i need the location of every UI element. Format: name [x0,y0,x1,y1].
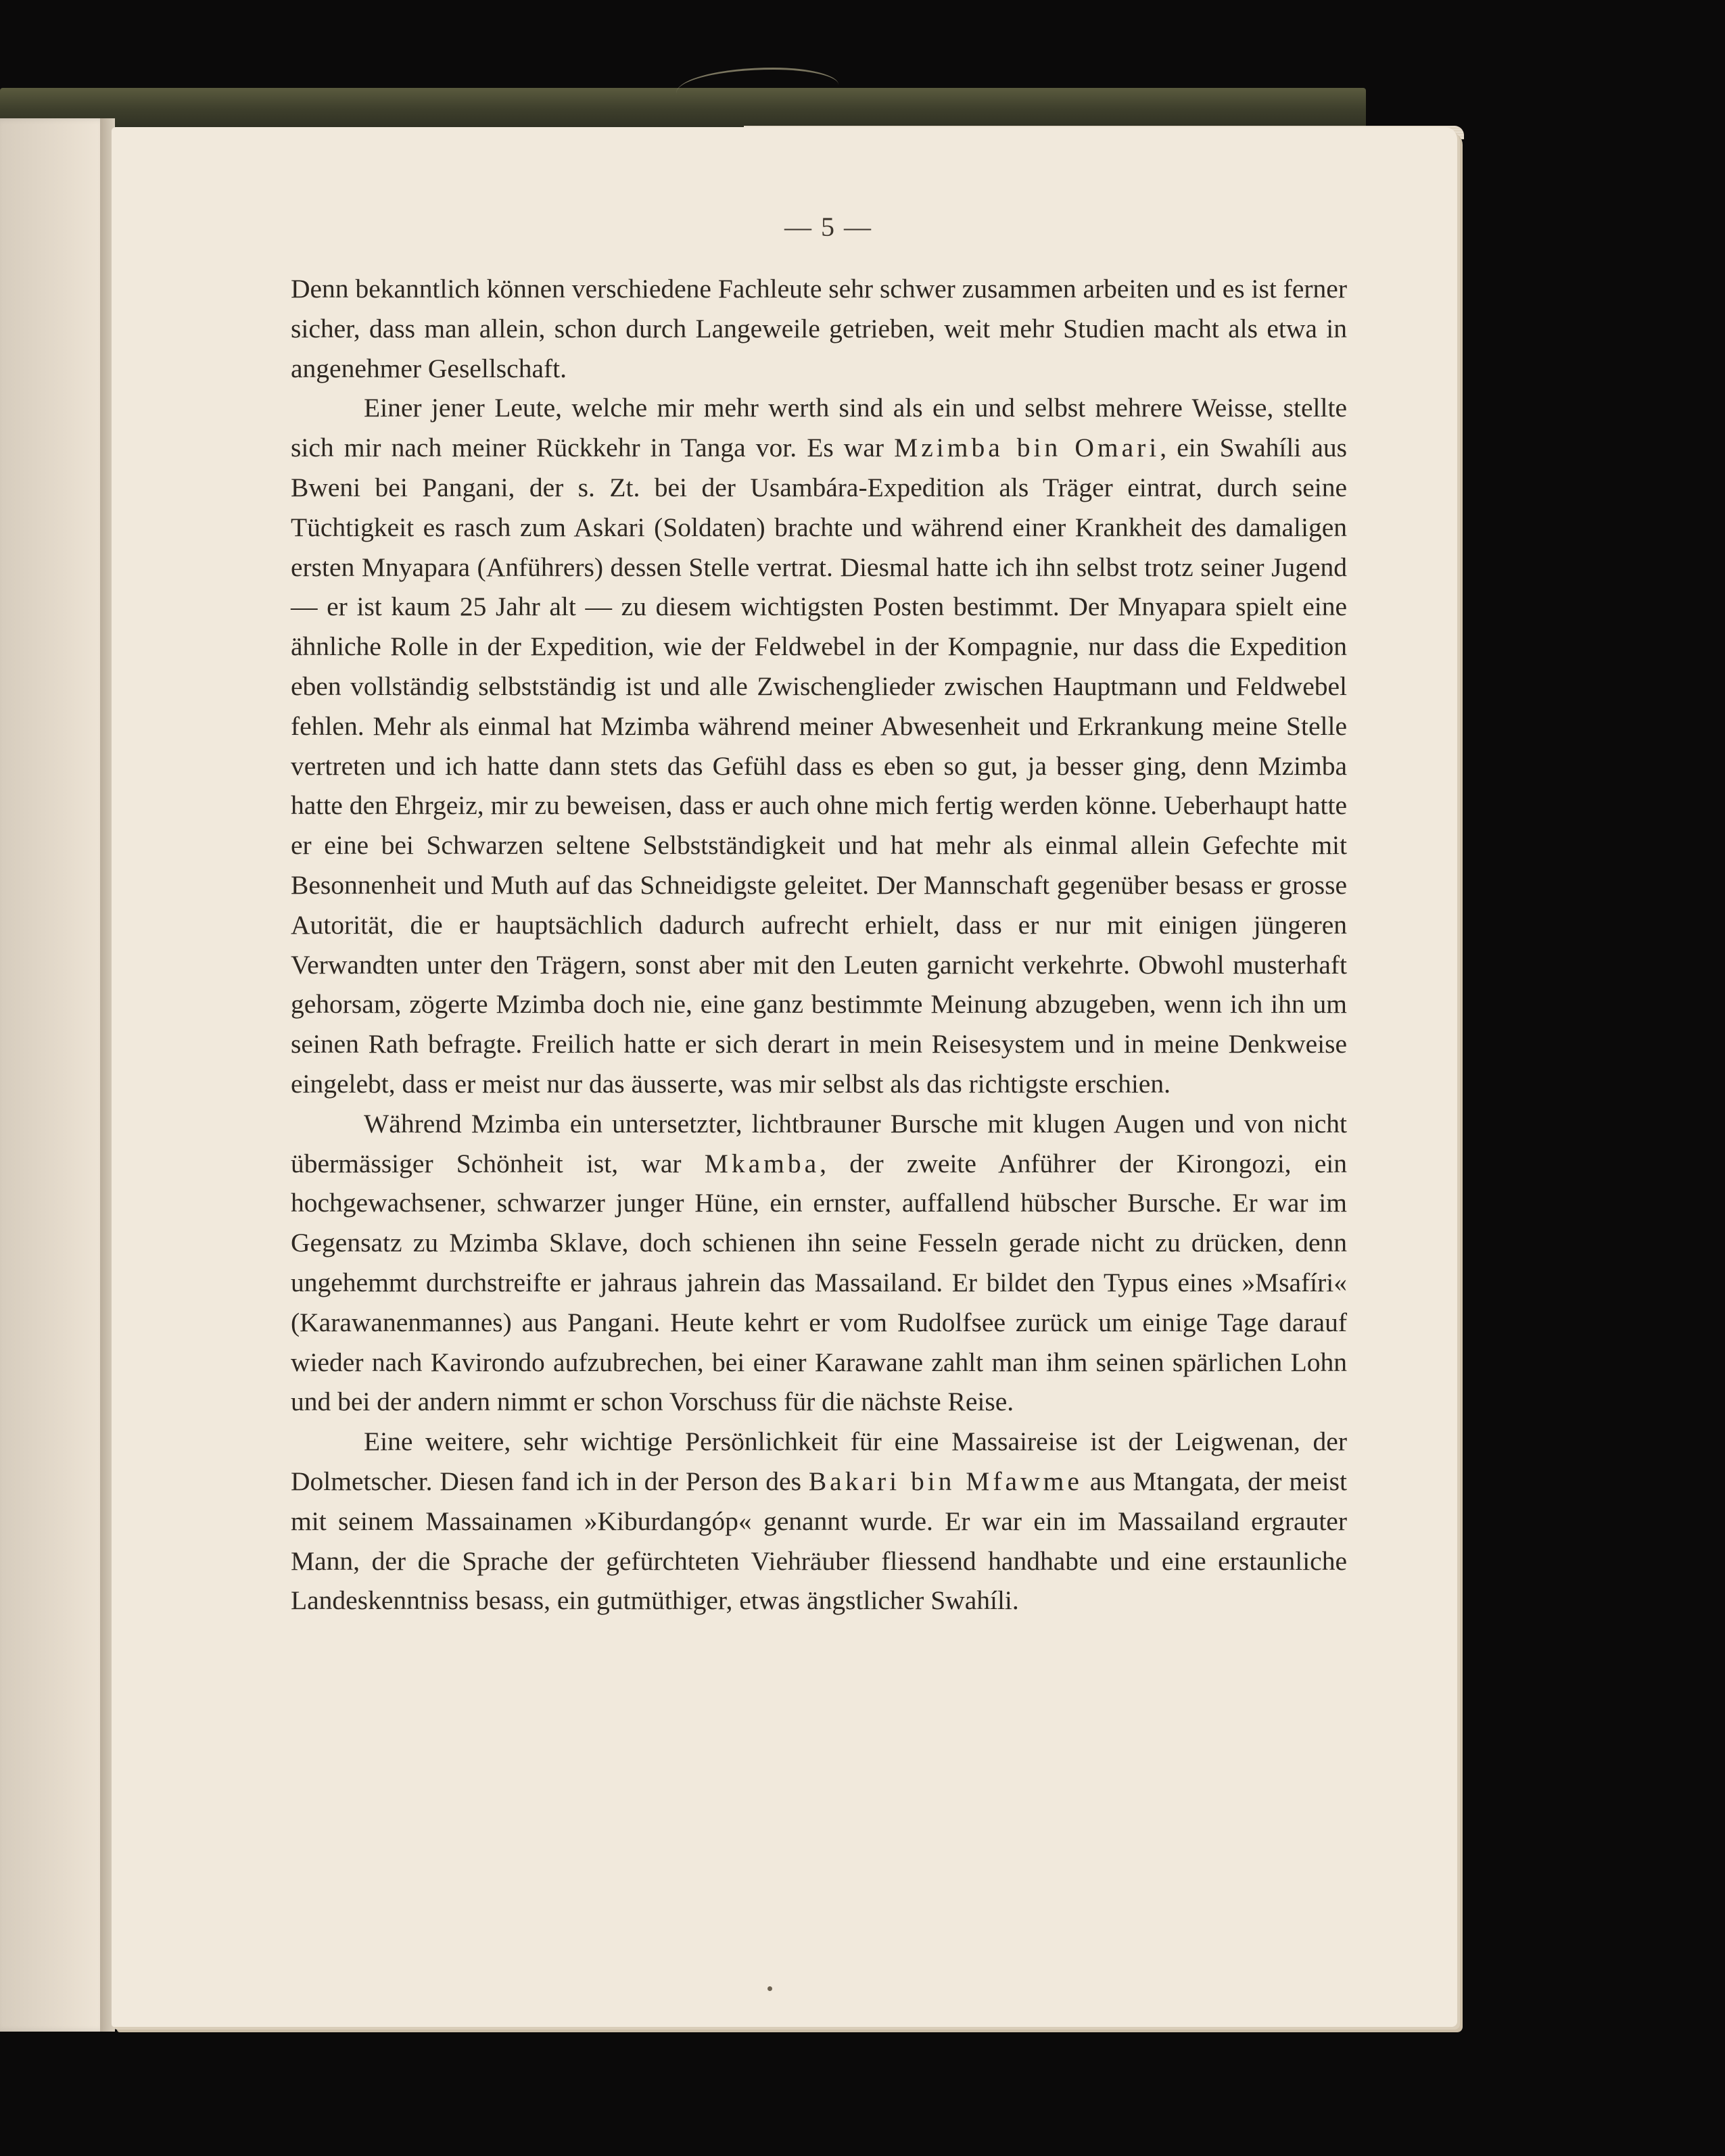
body-text [291,269,1347,1621]
name-mzimba-bin-omari: Mzimba bin Omari [894,433,1160,463]
paragraph-4-text-b: aus Mtangata, der meist mit seinem Massainamen »Kiburdangóp« genannt wurde. Er war ein im Massailand ergrauter Mann, der die Sprache der gefürchteten Viehräuber fliessend handhabte und eine erstaunliche Landeskenntniss besass, ein gutmüthiger, etwas ängstlicher Swahíli. [291,1466,1347,1616]
page-speck [767,1986,772,1991]
name-mkamba: Mkamba [704,1148,820,1178]
paragraph-1 [291,269,1347,388]
paragraph-2 [291,388,1347,1103]
page-number: — 5 — [784,212,872,242]
paragraph-3-text-a: Während Mzimba ein untersetzter, lichtbrauner Bursche mit klugen Augen und von nicht übermässiger Schönheit ist, war [291,1108,1347,1178]
name-bakari-bin-mfawme: Bakari bin Mfawme [808,1466,1083,1496]
paragraph-1-text: Denn bekanntlich können verschiedene Fachleute sehr schwer zusammen arbeiten und es ist ferner sicher, dass man allein, schon durch Langeweile getrieben, weit mehr Studien macht als etwa in angenehmer Gesellschaft. [291,274,1347,383]
paragraph-2-text-a: Einer jener Leute, welche mir mehr werth sind als ein und selbst mehrere Weisse, stellte sich mir nach meiner Rückkehr in Tanga vor. Es war [291,393,1347,463]
loose-binding-thread [676,68,838,110]
paragraph-2-text-b: , ein Swahíli aus Bweni bei Pangani, der s. Zt. bei der Usambára-Expedition als Träger eintrat, durch seine Tüchtigkeit es rasch zum Askari (Soldaten) brachte und während einer Krankheit des damaligen ersten Mnyapara (Anführers) dessen Stelle vertrat. Diesmal hatte ich ihn selbst trotz seiner Jugend — er ist kaum 25 Jahr alt — zu diesem wichtigsten Posten bestimmt. Der Mnyapara spielt eine ähnliche Rolle in der Expedition, wie der Feldwebel in der Kompagnie, nur dass die Expedition eben vollständig selbstständig ist und alle Zwischenglieder zwischen Hauptmann und Feldwebel fehlen. Mehr als einmal hat Mzimba während meiner Abwesenheit und Erkrankung meine Stelle vertreten und ich hatte dann stets das Gefühl dass es eben so gut, ja besser ging, denn Mzimba hatte den Ehrgeiz, mir zu beweisen, dass er auch ohne mich fertig werden könne. Ueberhaupt hatte er eine bei Schwarzen seltene Selbstständigkeit und hat mehr als einmal allein Gefechte mit Besonnenheit und Muth auf das Schneidigste geleitet. Der Mannschaft gegenüber besass er grosse Autorität, die er hauptsächlich dadurch aufrecht erhielt, dass er nur mit einigen jüngeren Verwandten unter den Trägern, sonst aber mit den Leuten garnicht verkehrte. Obwohl musterhaft gehorsam, zögerte Mzimba doch nie, eine ganz bestimmte Meinung abzugeben, wenn ich ihn um seinen Rath befragte. Freilich hatte er sich derart in mein Reisesystem und in meine Denkweise eingelebt, dass er meist nur das äusserte, was mir selbst als das richtigste erschien. [291,433,1348,1099]
paragraph-3 [291,1104,1347,1422]
paragraph-4 [291,1422,1347,1621]
paragraph-3-text-b: , der zweite Anführer der Kirongozi, ein hochgewachsener, schwarzer junger Hüne, ein ernster, auffallend hübscher Bursche. Er war im Gegensatz zu Mzimba Sklave, doch schienen ihn seine Fesseln gerade nicht zu drücken, denn ungehemmt durchstreifte er jahraus jahrein das Massailand. Er bildet den Typus eines »Msafíri« (Karawanenmannes) aus Pangani. Heute kehrt er vom Rudolfsee zurück um einige Tage darauf wieder nach Kavirondo aufzubrechen, bei einer Karawane zahlt man ihm seinen spärlichen Lohn und bei der andern nimmt er schon Vorschuss für die nächste Reise. [291,1148,1348,1417]
left-page-margin [0,118,108,2032]
paragraph-4-text-a: Eine weitere, sehr wichtige Persönlichkeit für eine Massaireise ist der Leigwenan, der Dolmetscher. Diesen fand ich in der Person des [291,1427,1347,1496]
